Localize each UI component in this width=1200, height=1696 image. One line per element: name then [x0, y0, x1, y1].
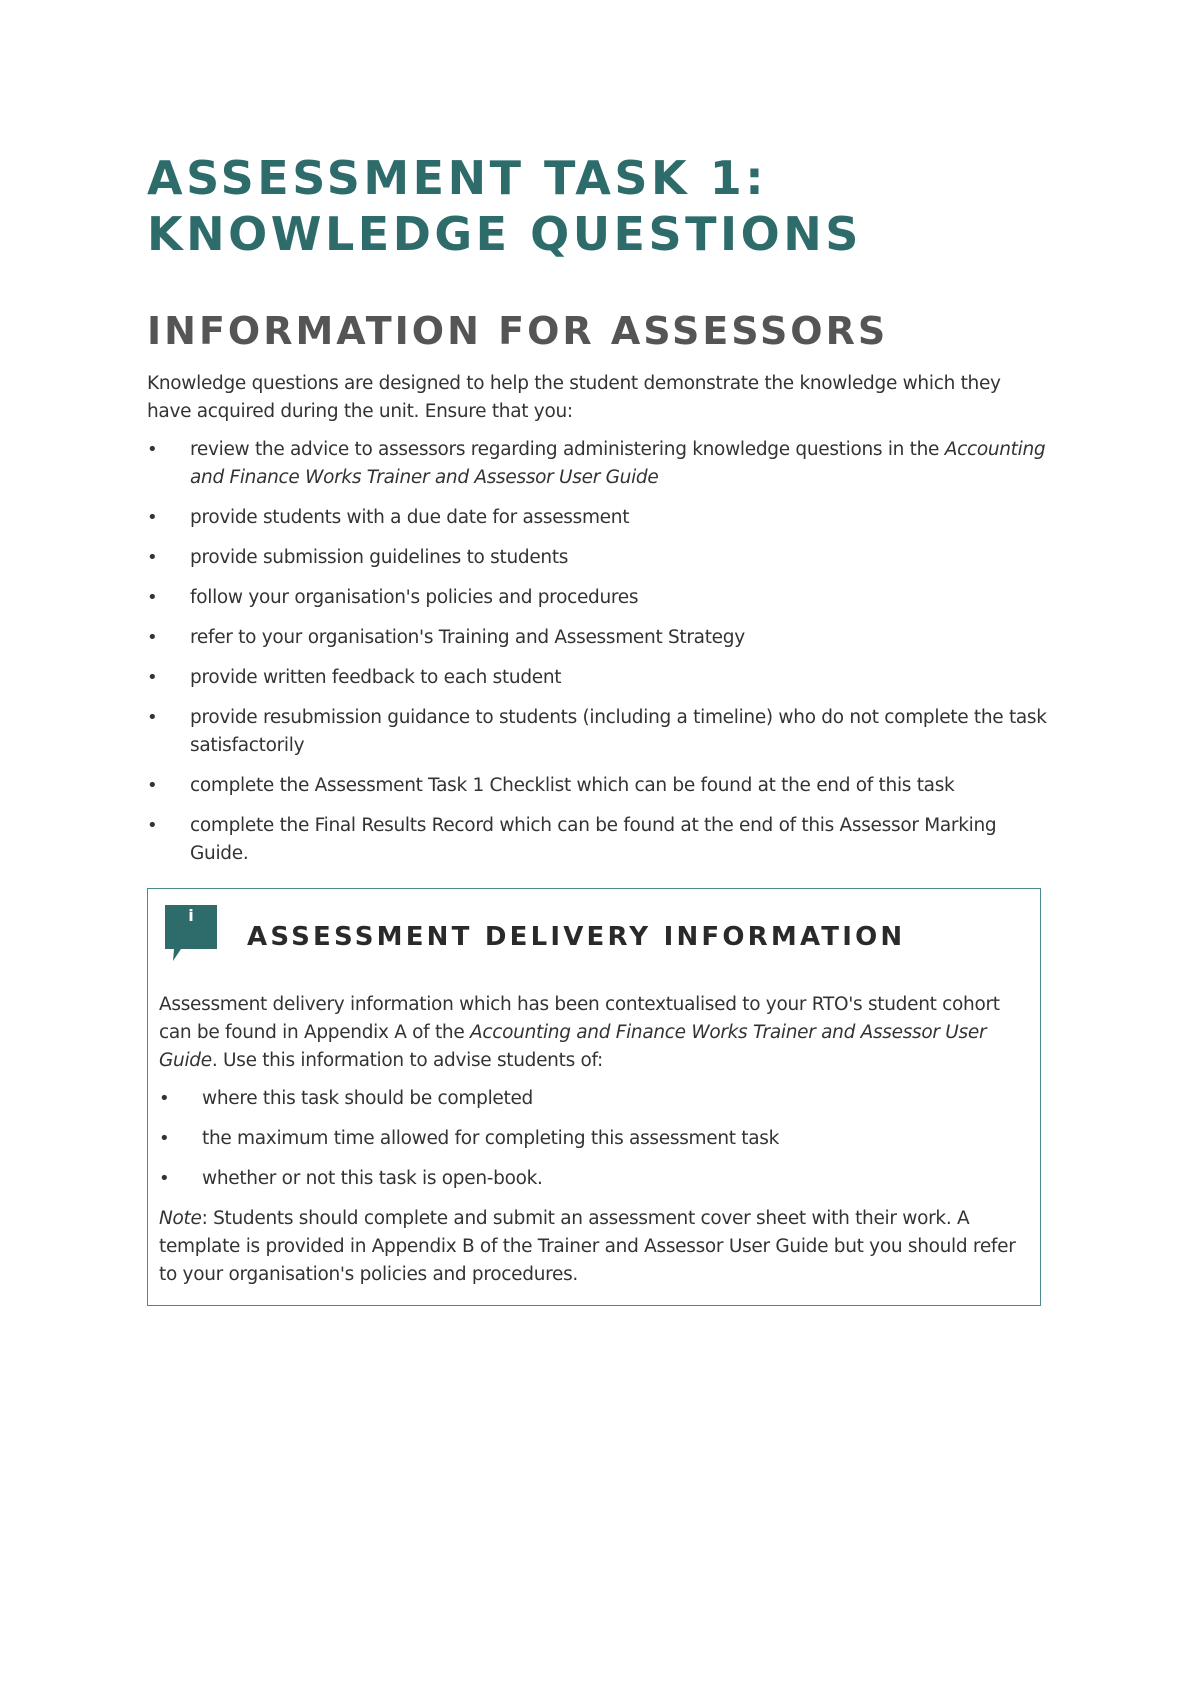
- bullet-icon: •: [147, 547, 158, 568]
- bullet-icon: •: [159, 1088, 170, 1109]
- info-box-paragraph: [159, 991, 1028, 1075]
- list-item-text: complete the Final Results Record which can be found at the end of this Assessor Marking Guide.: [190, 815, 997, 864]
- info-box-title: ASSESSMENT DELIVERY INFORMATION: [247, 922, 906, 952]
- list-item: [147, 584, 1047, 612]
- bullet-icon: •: [147, 775, 158, 796]
- info-speech-bubble-svg: [163, 903, 219, 963]
- document-page: [147, 150, 1047, 1306]
- info-para-text: Assessment delivery information which has been contextualised to your RTO's student cohort can be found in Appendix A of the: [159, 994, 1000, 1043]
- list-item-text: the maximum time allowed for completing this assessment task: [202, 1128, 780, 1149]
- bullet-icon: •: [159, 1168, 170, 1189]
- bullet-icon: •: [147, 439, 158, 460]
- list-item-text: complete the Assessment Task 1 Checklist which can be found at the end of this task: [190, 775, 955, 796]
- note-label: Note: [159, 1208, 202, 1229]
- guide-title: Accounting and Finance Works Trainer and Assessor User Guide: [159, 1022, 987, 1071]
- bullet-icon: •: [147, 667, 158, 688]
- list-item: [147, 544, 1047, 572]
- task-title: [147, 150, 1047, 262]
- list-item: [159, 1165, 1028, 1193]
- list-item: [147, 704, 1047, 760]
- bullet-icon: •: [147, 627, 158, 648]
- list-item-text: review the advice to assessors regarding administering knowledge questions in the: [190, 439, 945, 460]
- list-item: [147, 436, 1047, 492]
- assessor-checklist: [147, 436, 1047, 868]
- info-box-header: [159, 901, 1028, 965]
- bullet-icon: •: [147, 507, 158, 528]
- list-item-text: provide resubmission guidance to students (including a timeline) who do not complete the task satisfactorily: [190, 707, 1047, 756]
- bullet-icon: •: [147, 587, 158, 608]
- list-item-text: refer to your organisation's Training and Assessment Strategy: [190, 627, 745, 648]
- list-item-text: provide students with a due date for assessment: [190, 507, 630, 528]
- list-item: [159, 1085, 1028, 1113]
- section-heading: INFORMATION FOR ASSESSORS: [147, 309, 889, 353]
- guide-title: Accounting and Finance Works Trainer and Assessor User Guide: [190, 439, 1046, 488]
- list-item: [159, 1125, 1028, 1153]
- list-item: [147, 812, 1047, 868]
- list-item-text: follow your organisation's policies and procedures: [190, 587, 639, 608]
- list-item-text: provide written feedback to each student: [190, 667, 562, 688]
- task-title-line-1: ASSESSMENT TASK 1:: [147, 151, 768, 205]
- info-speech-bubble-icon: [163, 903, 219, 963]
- bullet-icon: •: [147, 707, 158, 728]
- note-paragraph: [159, 1205, 1028, 1289]
- assessment-delivery-info-box: [147, 888, 1041, 1306]
- list-item: [147, 664, 1047, 692]
- info-para-text-end: . Use this information to advise students of:: [211, 1050, 603, 1071]
- list-item: [147, 772, 1047, 800]
- intro-paragraph: Knowledge questions are designed to help the student demonstrate the knowledge which they have acquired during the unit. Ensure that you:: [147, 373, 1001, 422]
- list-item-text: where this task should be completed: [202, 1088, 533, 1109]
- list-item: [147, 624, 1047, 652]
- delivery-info-list: [159, 1085, 1028, 1193]
- info-letter: i: [188, 906, 194, 925]
- list-item-text: whether or not this task is open-book.: [202, 1168, 543, 1189]
- bullet-icon: •: [159, 1128, 170, 1149]
- note-text: : Students should complete and submit an assessment cover sheet with their work. A template is provided in Appendix B of the Trainer and Assessor User Guide but you should refer to your organisation's policies and procedures.: [159, 1208, 1016, 1285]
- task-title-line-2: KNOWLEDGE QUESTIONS: [147, 207, 862, 261]
- list-item-text: provide submission guidelines to students: [190, 547, 569, 568]
- bullet-icon: •: [147, 815, 158, 836]
- list-item: [147, 504, 1047, 532]
